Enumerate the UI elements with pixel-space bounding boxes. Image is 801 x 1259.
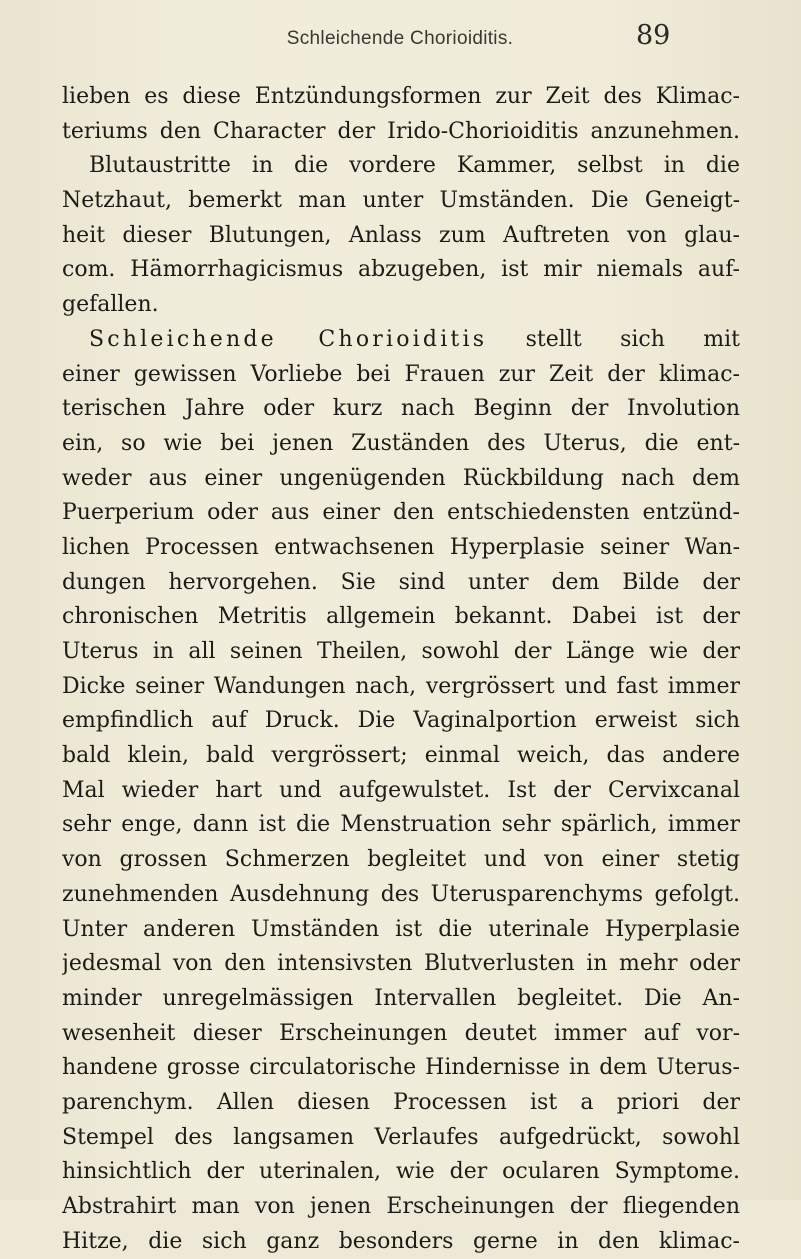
text-line: von grossen Schmerzen begleitet und von einer stetig — [62, 847, 740, 873]
text-line: Puerperium oder aus einer den entschiedensten entzünd- — [62, 500, 740, 526]
text-line: zunehmenden Ausdehnung des Uterusparenchyms gefolgt. — [62, 881, 740, 907]
page-number: 89 — [636, 20, 671, 51]
text-line: Unter anderen Umständen ist die uterinale Hyperplasie — [62, 916, 740, 942]
running-head — [0, 18, 801, 58]
text-line: teriums den Character der Irido-Chorioiditis anzunehmen. — [62, 118, 740, 144]
text-line: chronischen Metritis allgemein bekannt. Dabei ist der — [62, 604, 740, 630]
spaced-heading: Schleichende Chorioiditis — [89, 326, 488, 352]
text-line: lieben es diese Entzündungsformen zur Zeit des Klimac- — [62, 84, 740, 109]
text-line: gefallen. — [62, 292, 159, 318]
text-line: jedesmal von den intensivsten Blutverlusten in mehr oder — [62, 951, 740, 977]
text-line: ein, so wie bei jenen Zuständen des Uterus, die ent- — [62, 430, 740, 456]
text-line: lichen Processen entwachsenen Hyperplasie seiner Wan- — [62, 534, 740, 560]
text-line: com. Hämorrhagicismus abzugeben, ist mir niemals auf- — [62, 257, 740, 283]
text-line: terischen Jahre oder kurz nach Beginn der Involution — [62, 396, 740, 422]
text-line: einer gewissen Vorliebe bei Frauen zur Zeit der klimac- — [62, 361, 740, 387]
text-line: handene grosse circulatorische Hindernisse in dem Uterus- — [62, 1055, 740, 1081]
text-line: sehr enge, dann ist die Menstruation sehr spärlich, immer — [62, 812, 740, 838]
text-line: Blutaustritte in die vordere Kammer, selbst in die — [89, 153, 740, 179]
text-line: Dicke seiner Wandungen nach, vergrössert und fast immer — [62, 673, 740, 699]
text-line: bald klein, bald vergrössert; einmal weich, das andere — [62, 743, 740, 769]
text-line: wesenheit dieser Erscheinungen deutet immer auf vor- — [62, 1020, 740, 1046]
text-line: Uterus in all seinen Theilen, sowohl der Länge wie der — [62, 639, 740, 664]
text-line: hinsichtlich der uterinalen, wie der ocularen Symptome. — [62, 1159, 740, 1185]
text-line: Hitze, die sich ganz besonders gerne in den klimac- — [62, 1228, 740, 1254]
paragraph-opening-line — [62, 323, 740, 358]
text-line: empfindlich auf Druck. Die Vaginalportion erweist sich — [62, 708, 740, 734]
text-line: Netzhaut, bemerkt man unter Umständen. Die Geneigt- — [62, 188, 740, 214]
text-line: Mal wieder hart und aufgewulstet. Ist der Cervixcanal — [62, 777, 740, 803]
running-title: Schleichende Chorioiditis. — [286, 28, 514, 49]
text-line: parenchym. Allen diesen Processen ist a priori der — [62, 1089, 740, 1115]
text-line: dungen hervorgehen. Sie sind unter dem Bilde der — [62, 569, 740, 595]
text-line: minder unregelmässigen Intervallen begleitet. Die An- — [62, 985, 740, 1011]
text-line: Abstrahirt man von jenen Erscheinungen der fliegenden — [62, 1194, 740, 1219]
text-line-continuation: stellt sich mit — [525, 326, 740, 352]
text-line: heit dieser Blutungen, Anlass zum Auftreten von glau- — [62, 222, 740, 248]
text-line: weder aus einer ungenügenden Rückbildung nach dem — [62, 465, 740, 491]
text-line: Stempel des langsamen Verlaufes aufgedrückt, sowohl — [62, 1124, 740, 1150]
body-text — [62, 80, 740, 1259]
